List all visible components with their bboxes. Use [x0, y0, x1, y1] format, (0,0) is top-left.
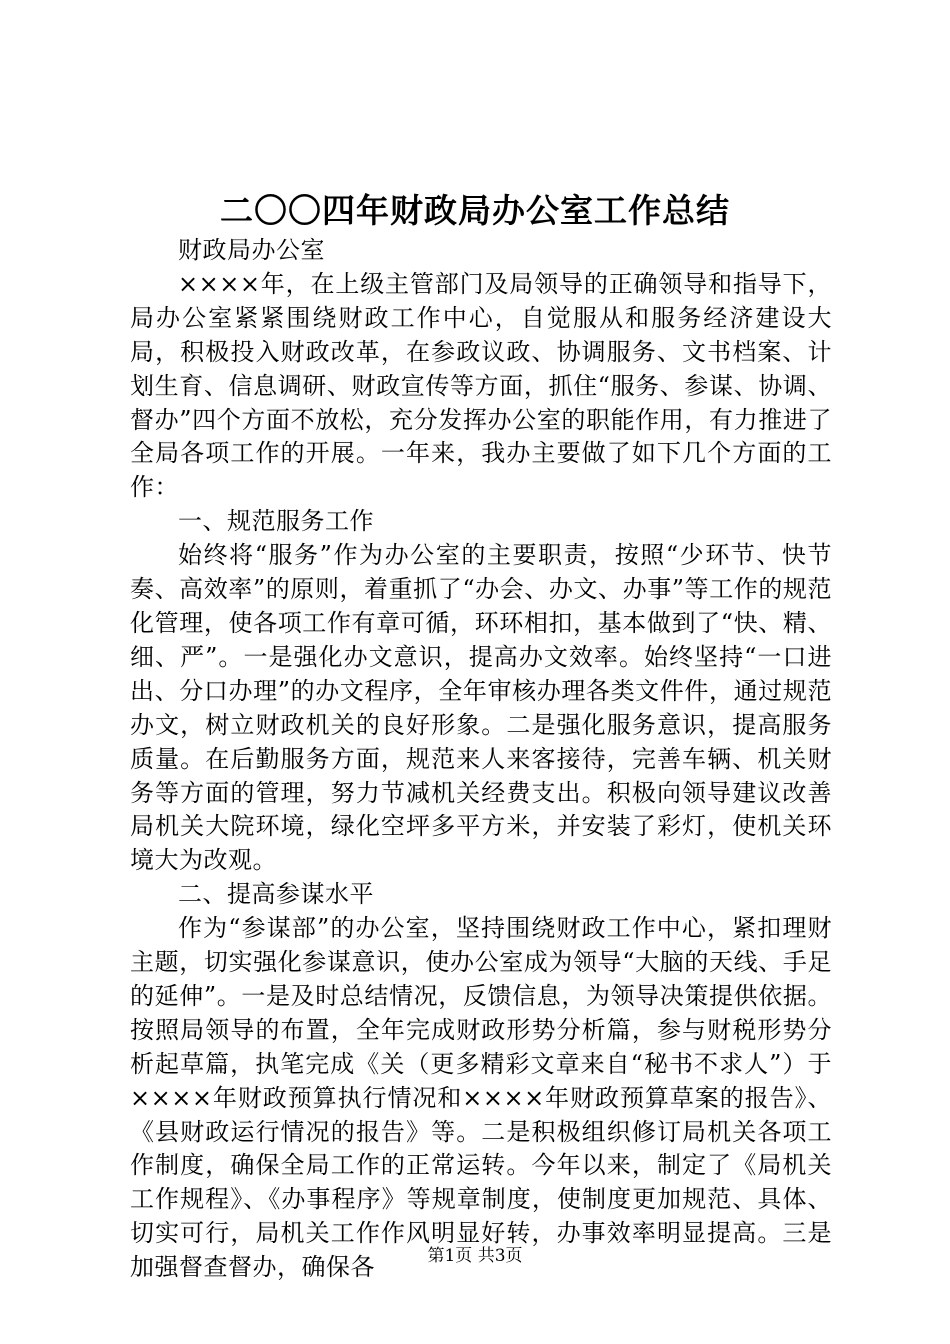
section-heading-1: 一、规范服务工作 — [178, 507, 374, 536]
document-title: 二〇〇四年财政局办公室工作总结 — [220, 191, 730, 230]
author-line: 财政局办公室 — [178, 236, 325, 264]
section-heading-2: 二、提高参谋水平 — [178, 880, 374, 909]
document-body — [130, 234, 832, 1285]
intro-paragraph: ××××年，在上级主管部门及局领导的正确领导和指导下，局办公室紧紧围绕财政工作中心，自觉服从和服务经济建设大局，积极投入财政改革，在参政议政、协调服务、文书档案、计划生育、信息调研、财政宣传等方面，抓住“服务、参谋、协调、督办”四个方面不放松，充分发挥办公室的职能作用，有力推进了全局各项工作的开展。一年来，我办主要做了如下几个方面的工作： — [130, 269, 832, 502]
page-number-footer: 第1页 共3页 — [427, 1246, 523, 1266]
section-2-paragraph: 作为“参谋部”的办公室，坚持围绕财政工作中心，紧扣理财主题，切实强化参谋意识，使办公室成为领导“大脑的天线、手足的延伸”。一是及时总结情况，反馈信息，为领导决策提供依据。按照局领导的布置，全年完成财政形势分析篇，参与财税形势分析起草篇，执笔完成《关（更多精彩文章来自“秘书不求人”）于××××年财政预算执行情况和××××年财政预算草案的报告》、《县财政运行情况的报告》等。二是积极组织修订局机关各项工作制度，确保全局工作的正常运转。今年以来，制定了《局机关工作规程》、《办事程序》等规章制度，使制度更加规范、具体、切实可行，局机关工作作风明显好转，办事效率明显提高。三是加强督查督办，确保各 — [130, 914, 832, 1282]
section-1-paragraph: 始终将“服务”作为办公室的主要职责，按照“少环节、快节奏、高效率”的原则，着重抓了“办会、办文、办事”等工作的规范化管理，使各项工作有章可循，环环相扣，基本做到了“快、精、细、严”。一是强化办文意识，提高办文效率。始终坚持“一口进出、分口办理”的办文程序，全年审核办理各类文件件，通过规范办文，树立财政机关的良好形象。二是强化服务意识，提高服务质量。在后勤服务方面，规范来人来客接待，完善车辆、机关财务等方面的管理，努力节减机关经费支出。积极向领导建议改善局机关大院环境，绿化空坪多平方米，并安装了彩灯，使机关环境大为改观。 — [130, 541, 832, 875]
